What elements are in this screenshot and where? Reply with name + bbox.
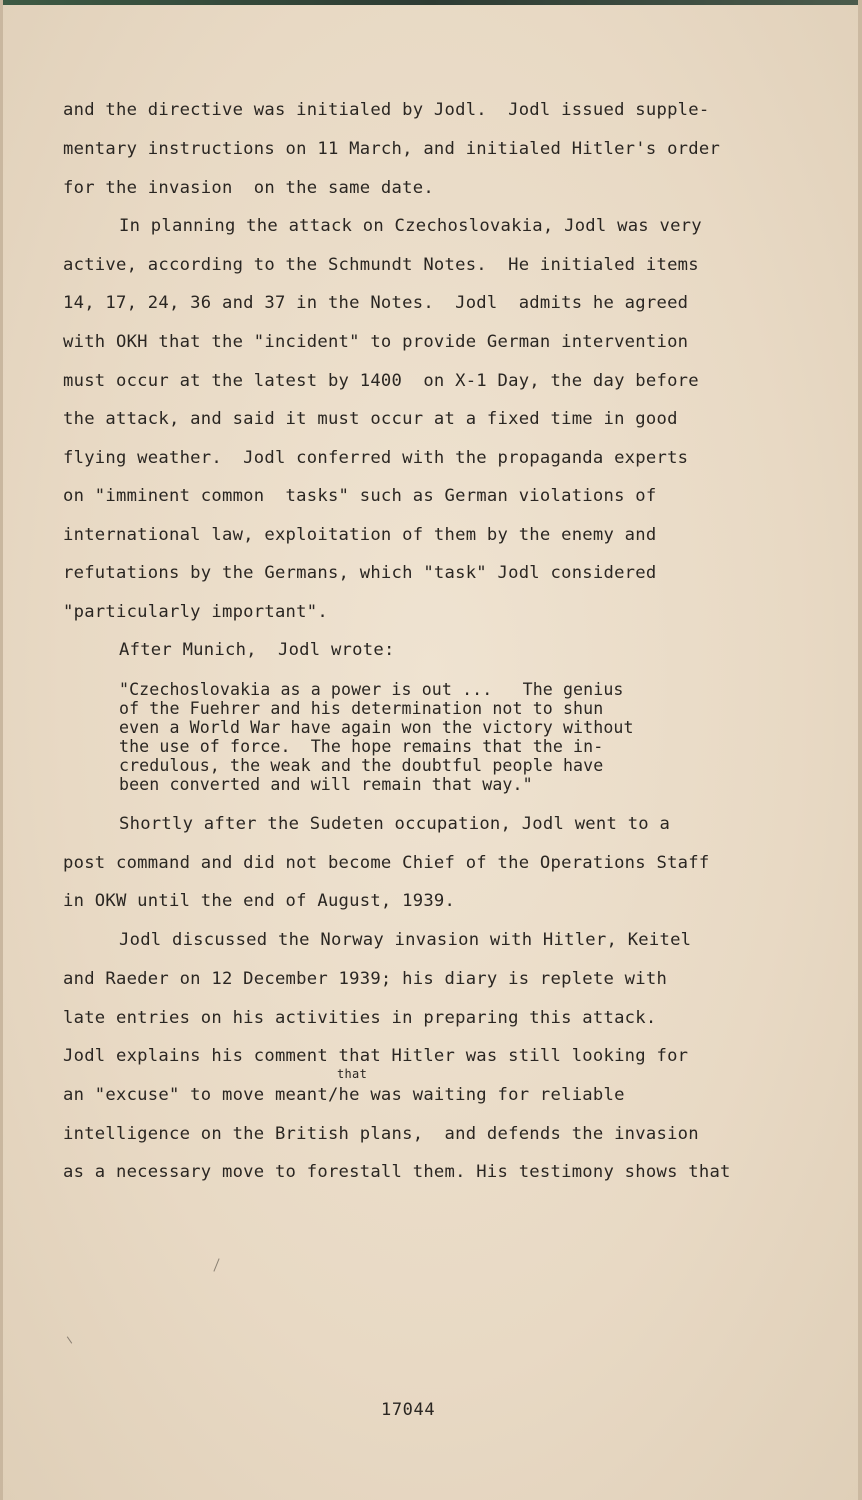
- text-line: Jodl discussed the Norway invasion with Hitler, Keitel: [119, 930, 692, 950]
- text-line: late entries on his activities in preparing this attack.: [63, 1008, 657, 1028]
- text-line: must occur at the latest by 1400 on X-1 Day, the day before: [63, 371, 699, 391]
- text-line: flying weather. Jodl conferred with the propaganda experts: [63, 448, 689, 468]
- quote-line: of the Fuehrer and his determination not to shun: [119, 699, 604, 718]
- text-line: with OKH that the "incident" to provide German intervention: [63, 332, 689, 352]
- interlinear-insertion: that: [337, 1067, 368, 1081]
- text-line: intelligence on the British plans, and defends the invasion: [63, 1124, 699, 1144]
- top-border-strip: [0, 0, 862, 5]
- quote-line: the use of force. The hope remains that the in-: [119, 737, 604, 756]
- page-number: 17044: [381, 1400, 436, 1420]
- text-line: for the invasion on the same date.: [63, 178, 434, 198]
- quote-intro: After Munich, Jodl wrote:: [119, 640, 395, 660]
- text-line: refutations by the Germans, which "task" Jodl considered: [63, 563, 657, 583]
- text-line: an "excuse" to move meant/he was waiting for reliable: [63, 1085, 625, 1105]
- text-line: in OKW until the end of August, 1939.: [63, 891, 456, 911]
- quote-line: credulous, the weak and the doubtful people have: [119, 756, 604, 775]
- left-paper-edge: [0, 0, 3, 1500]
- right-paper-edge: [858, 0, 862, 1500]
- text-line: "particularly important".: [63, 602, 328, 622]
- quote-line: even a World War have again won the victory without: [119, 718, 634, 737]
- text-line: as a necessary move to forestall them. His testimony shows that: [63, 1162, 731, 1182]
- text-line: Jodl explains his comment that Hitler was still looking for: [63, 1046, 689, 1066]
- text-line: international law, exploitation of them by the enemy and: [63, 525, 657, 545]
- text-line: Shortly after the Sudeten occupation, Jodl went to a: [119, 814, 671, 834]
- quote-line: been converted and will remain that way.": [119, 775, 533, 794]
- quote-line: "Czechoslovakia as a power is out ... The genius: [119, 680, 624, 699]
- text-line: and the directive was initialed by Jodl. Jodl issued supple-: [63, 100, 710, 120]
- stray-mark: [67, 1336, 72, 1343]
- stray-mark: [213, 1258, 219, 1271]
- text-line: In planning the attack on Czechoslovakia, Jodl was very: [119, 216, 702, 236]
- text-line: the attack, and said it must occur at a fixed time in good: [63, 409, 678, 429]
- text-line: and Raeder on 12 December 1939; his diary is replete with: [63, 969, 668, 989]
- text-line: on "imminent common tasks" such as German violations of: [63, 486, 657, 506]
- text-line: 14, 17, 24, 36 and 37 in the Notes. Jodl admits he agreed: [63, 293, 689, 313]
- text-line: post command and did not become Chief of the Operations Staff: [63, 853, 710, 873]
- text-line: active, according to the Schmundt Notes. He initialed items: [63, 255, 699, 275]
- text-line: mentary instructions on 11 March, and initialed Hitler's order: [63, 139, 721, 159]
